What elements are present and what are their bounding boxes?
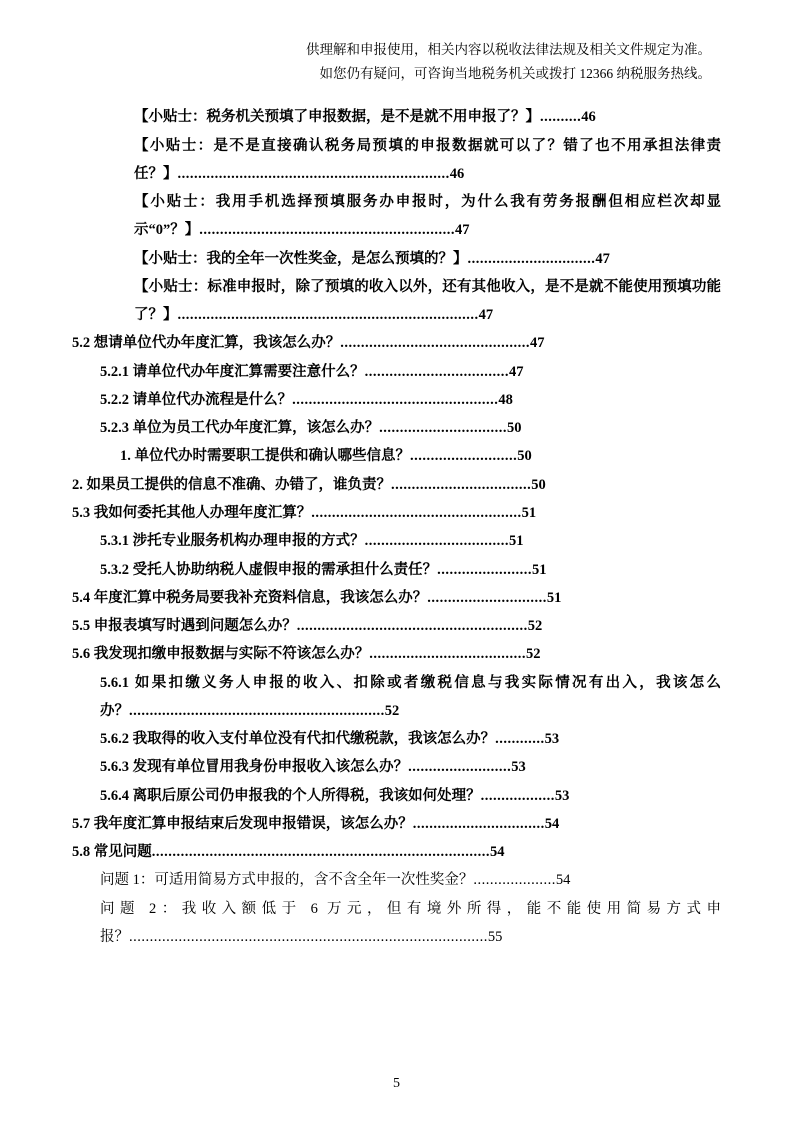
toc-entry[interactable] <box>72 329 721 357</box>
toc-leader-dots: ......................................................................... <box>177 307 479 324</box>
header-line-2: 如您仍有疑问，可咨询当地税务机关或拨打 12366 纳税服务热线。 <box>319 65 711 81</box>
toc-entry-title: 2. 如果员工提供的信息不准确、办错了，谁负责？ <box>72 476 391 493</box>
toc-entry-title: 问题 2：我收入额低于 6 万元，但有境外所得，能不能使用简易方式申报？ <box>100 900 721 945</box>
toc-page-number: 46 <box>581 109 596 126</box>
toc-leader-dots: ............................... <box>467 250 596 267</box>
toc-entry[interactable] <box>72 386 721 414</box>
toc-entry-title: 5.6 我发现扣缴申报数据与实际不符该怎么办？ <box>72 646 370 663</box>
toc-leader-dots: .............................................. <box>340 335 530 352</box>
toc-page-number: 48 <box>498 391 513 408</box>
toc-entry-title: 5.3.2 受托人协助纳税人虚假申报的需承担什么责任？ <box>100 561 438 578</box>
toc-entry[interactable] <box>72 725 721 753</box>
toc-entry-title: 5.6.2 我取得的收入支付单位没有代扣代缴税款，我该怎么办？ <box>100 731 496 748</box>
toc-leader-dots: ................................ <box>412 815 545 832</box>
toc-entry[interactable] <box>72 895 721 952</box>
toc-page-number: 47 <box>509 363 524 380</box>
toc-entry-title: 【小贴士：是不是直接确认税务局预填的申报数据就可以了？错了也不用承担法律责任？】 <box>134 137 721 182</box>
toc-entry-title: 5.6.4 离职后原公司仍申报我的个人所得税，我该如何处理？ <box>100 787 481 804</box>
toc-entry-title: 5.2.2 请单位代办流程是什么？ <box>100 391 293 408</box>
toc-leader-dots: ................................... <box>364 533 509 550</box>
toc-entry-title: 5.2.3 单位为员工代办年度汇算，该怎么办？ <box>100 420 380 437</box>
toc-entry-title: 5.3 我如何委托其他人办理年度汇算？ <box>72 504 312 521</box>
toc-entry[interactable] <box>72 273 721 330</box>
toc-page-number: 46 <box>449 165 465 182</box>
toc-entry-title: 1. 单位代办时需要职工提供和确认哪些信息？ <box>120 448 410 465</box>
toc-leader-dots: ............................. <box>427 589 547 606</box>
toc-leader-dots: .............................................................. <box>129 702 385 719</box>
toc-leader-dots: ....................................................................................... <box>129 928 488 945</box>
toc-leader-dots: ........................................................ <box>296 618 528 635</box>
toc-page-number: 55 <box>487 928 503 945</box>
toc-entry[interactable] <box>72 527 721 555</box>
toc-entry-title: 【小贴士：我的全年一次性奖金，是怎么预填的？】 <box>134 250 468 267</box>
toc-entry[interactable] <box>72 866 721 894</box>
toc-entry[interactable] <box>72 499 721 527</box>
toc-leader-dots: .............................................................. <box>199 222 455 239</box>
toc-page-number: 52 <box>384 702 400 719</box>
header-line-1: 供理解和申报使用，相关内容以税收法律法规及相关文件规定为准。 <box>306 42 711 57</box>
toc-page-number: 51 <box>509 533 524 550</box>
toc-page-number: 53 <box>544 731 560 748</box>
toc-entry[interactable] <box>72 132 721 189</box>
toc-leader-dots: ...................................... <box>369 646 526 663</box>
toc-page-number: 47 <box>478 307 494 324</box>
toc-page-number: 51 <box>546 589 562 606</box>
toc-leader-dots: .................... <box>473 872 556 889</box>
toc-leader-dots: ................................... <box>364 363 509 380</box>
toc-entry-title: 【小贴士：税务机关预填了申报数据，是不是就不用申报了？】 <box>134 109 540 126</box>
table-of-contents <box>72 103 721 951</box>
toc-entry[interactable] <box>72 245 721 273</box>
toc-leader-dots: .................................................................................. <box>151 844 490 861</box>
toc-leader-dots: ....................... <box>437 561 532 578</box>
toc-entry[interactable] <box>72 612 721 640</box>
toc-entry[interactable] <box>72 103 721 131</box>
toc-entry-title: 5.8 常见问题 <box>72 844 152 861</box>
toc-leader-dots: .................................................. <box>292 391 499 408</box>
toc-page-number: 51 <box>521 504 537 521</box>
toc-page-number: 50 <box>531 476 546 493</box>
toc-leader-dots: ................................................... <box>311 504 522 521</box>
toc-entry-title: 5.6.3 发现有单位冒用我身份申报收入该怎么办？ <box>100 759 409 776</box>
toc-entry[interactable] <box>72 442 721 470</box>
toc-entry[interactable] <box>72 414 721 442</box>
toc-entry[interactable] <box>72 669 721 726</box>
toc-page-number: 54 <box>544 815 560 832</box>
toc-entry-title: 5.7 我年度汇算申报结束后发现申报错误，该怎么办？ <box>72 815 413 832</box>
toc-entry[interactable] <box>72 358 721 386</box>
toc-entry-title: 问题 1：可适用简易方式申报的，含不含全年一次性奖金？ <box>100 872 474 889</box>
toc-page-number: 47 <box>595 250 610 267</box>
toc-page-number: 53 <box>554 787 570 804</box>
toc-leader-dots: ......................... <box>408 759 512 776</box>
toc-page-number: 52 <box>527 618 543 635</box>
toc-entry[interactable] <box>72 556 721 584</box>
toc-leader-dots: ............................... <box>379 420 507 437</box>
toc-entry-title: 5.4 年度汇算中税务局要我补充资料信息，我该怎么办？ <box>72 589 428 606</box>
toc-leader-dots: .................................. <box>391 476 532 493</box>
toc-page-number: 47 <box>455 222 470 239</box>
toc-entry-title: 【小贴士：我用手机选择预填服务办申报时，为什么我有劳务报酬但相应栏次却显示“0”？】 <box>134 194 721 239</box>
toc-entry-title: 5.2 想请单位代办年度汇算，我该怎么办？ <box>72 335 341 352</box>
toc-entry[interactable] <box>72 188 721 245</box>
toc-entry[interactable] <box>72 782 721 810</box>
toc-page-number: 50 <box>517 448 532 465</box>
toc-leader-dots: .................................................................. <box>177 165 450 182</box>
toc-entry-title: 5.2.1 请单位代办年度汇算需要注意什么？ <box>100 363 365 380</box>
toc-entry[interactable] <box>72 584 721 612</box>
toc-entry[interactable] <box>72 810 721 838</box>
toc-entry-title: 5.6.1 如果扣缴义务人申报的收入、扣除或者缴税信息与我实际情况有出入，我该怎么办？ <box>100 674 721 719</box>
toc-page-number: 52 <box>526 646 541 663</box>
toc-leader-dots: .......... <box>540 109 582 126</box>
toc-page-number: 47 <box>530 335 545 352</box>
toc-page-number: 54 <box>490 844 505 861</box>
page-header <box>72 38 721 85</box>
toc-entry[interactable] <box>72 753 721 781</box>
toc-entry-title: 【小贴士：标准申报时，除了预填的收入以外，还有其他收入，是不是就不能使用预填功能了？】 <box>134 278 721 324</box>
toc-entry-title: 5.3.1 涉托专业服务机构办理申报的方式？ <box>100 533 365 550</box>
toc-leader-dots: .................. <box>480 787 555 804</box>
toc-leader-dots: .......................... <box>410 448 518 465</box>
toc-entry-title: 5.5 申报表填写时遇到问题怎么办？ <box>72 618 297 635</box>
page-number: 5 <box>393 1076 400 1091</box>
toc-page-number: 53 <box>511 759 526 776</box>
toc-page-number: 54 <box>555 872 571 889</box>
toc-entry[interactable] <box>72 640 721 668</box>
toc-page-number: 50 <box>507 420 522 437</box>
toc-leader-dots: ............ <box>495 731 545 748</box>
toc-entry[interactable] <box>72 838 721 866</box>
toc-page-number: 51 <box>532 561 547 578</box>
toc-entry[interactable] <box>72 471 721 499</box>
